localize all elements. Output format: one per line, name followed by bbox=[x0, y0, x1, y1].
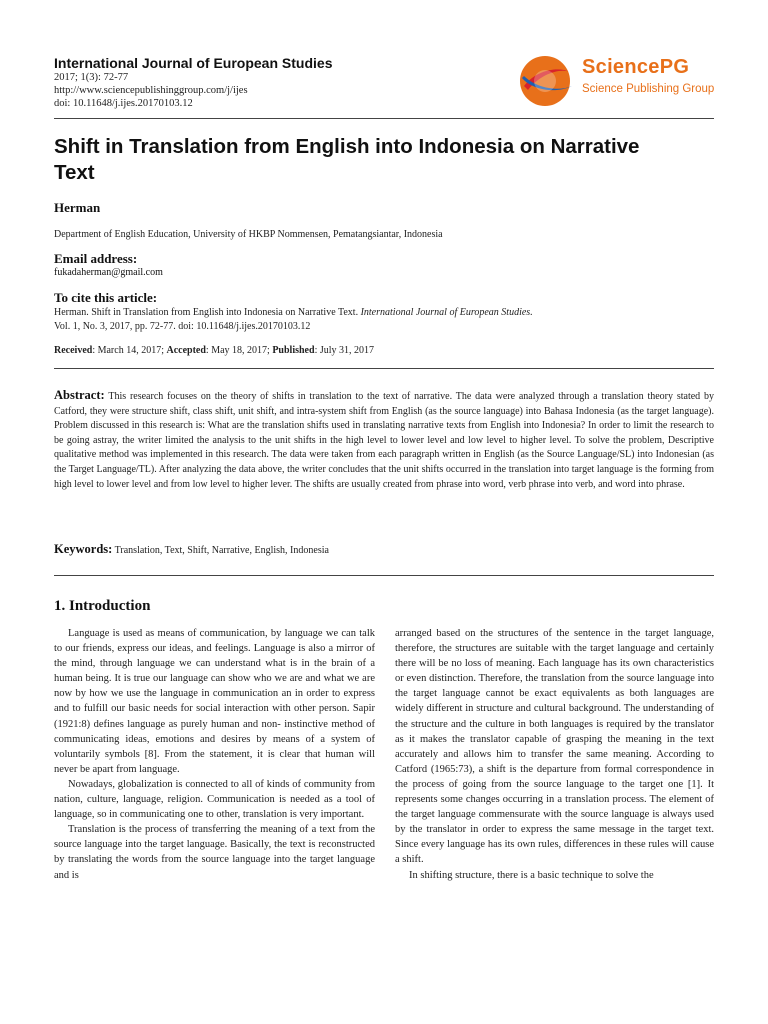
keywords-label: Keywords: bbox=[54, 542, 113, 556]
body-column-right bbox=[395, 626, 714, 883]
logo-wordmark: SciencePG bbox=[582, 56, 690, 78]
keywords-text: Translation, Text, Shift, Narrative, English, Indonesia bbox=[114, 545, 329, 556]
received-label: Received bbox=[54, 345, 93, 356]
cite-heading: To cite this article: bbox=[54, 290, 158, 305]
journal-doi: doi: 10.11648/j.ijes.20170103.12 bbox=[54, 98, 193, 109]
header-divider bbox=[54, 118, 714, 119]
keywords bbox=[54, 542, 714, 557]
citation bbox=[54, 306, 714, 334]
sciencepg-logo-icon bbox=[514, 52, 576, 110]
sciencepg-logo bbox=[514, 52, 724, 110]
paragraph: arranged based on the structures of the sentence in the target language, therefore, the structures are suitable with the target language and certainly there will be no loss of meaning. Each language has its own characteristics or even distinction. Therefore, the translation from the source language into the target language cannot be exact equivalents as both languages are widely different in structure and cultural background. The understanding of the structure and the culture in both languages is required by the translator as it makes the translator capable of grasping the meaning in the text accurately and allows him to transfer the same meaning. According to Catford (1965:73), a shift is the departure from formal correspondence in the process of going from the source language to the target one [1]. It represents some changes occurring in a translation process. The element of the target language commensurate with the source language is always used by the translator in order to express the same message in the target text. Since every language has its own rules, differences in these rules will cause a shift. bbox=[395, 628, 714, 866]
published-label: Published bbox=[272, 345, 315, 356]
body-column-left bbox=[54, 626, 375, 883]
journal-header bbox=[54, 55, 474, 110]
publication-dates bbox=[54, 345, 374, 356]
citation-journal: International Journal of European Studies. bbox=[360, 307, 533, 318]
journal-title: International Journal of European Studies bbox=[54, 55, 333, 71]
abstract-text: This research focuses on the theory of shifts in translation to the text of narrative. The data were analyzed through a translation theory stated by Catford, they were structure shift, class shift, unit shift, and intra-system shift from English (as the source language) into Bahasa Indonesia (as the target language). Problem discussed in this research is: What are the translation shifts used in translating narrative texts from English into Indonesia? In order to limit the research to be going astray, the writer limited the analysis to the unit shifts in the high level to lower level and low level to higher level. To solve the problem, Descriptive qualitative method was implemented in this research. The data were taken from each paragraph written in English (as the Source Language/SL) into Indonesian (as the Target Language/TL). After analyzing the data above, the writer concludes that the unit shifts occurred in the translation into target language is the forming from high level to lower level and from low level to higher lever. The shifts are usually created from phrase into word, verb phrase into verb, and word into phrase. bbox=[54, 391, 714, 490]
published-date: : July 31, 2017 bbox=[314, 345, 375, 356]
paper-title: Shift in Translation from English into Indonesia on Narrative Text bbox=[54, 135, 640, 184]
abstract-bottom-divider bbox=[54, 575, 714, 576]
paragraph: Language is used as means of communication, by language we can talk to our friends, express our ideas, and feelings. Language is also a mirror of the mind, through language we can understand what is in the brain of a human being. It is true our language can show who we are and what we are now by how we use the language in communication an in order to express and to fulfill our basic needs for social interaction with other person. Sapir (1921:8) defines language as purely human and non- instinctive method of communicating ideas, emotions and desires by means of a system of voluntarily symbols [8]. From the statement, it is clear that human will never be apart from language. bbox=[54, 628, 375, 775]
paragraph: Translation is the process of transferring the meaning of a text from the source language into the target language. Basically, the text is reconstructed by translating the words from the source language into the target language and is bbox=[54, 824, 375, 881]
logo-subtitle: Science Publishing Group bbox=[582, 83, 715, 95]
section-heading-introduction: 1. Introduction bbox=[54, 598, 151, 614]
received-date: : March 14, 2017; bbox=[92, 345, 167, 356]
email-heading: Email address: bbox=[54, 251, 138, 266]
abstract-label: Abstract: bbox=[54, 388, 105, 402]
accepted-date: : May 18, 2017; bbox=[205, 345, 273, 356]
abstract-top-divider bbox=[54, 368, 714, 369]
citation-volume: Vol. 1, No. 3, 2017, pp. 72-77. doi: 10.11648/j.ijes.20170103.12 bbox=[54, 321, 311, 332]
citation-plain: Herman. Shift in Translation from English into Indonesia on Narrative Text. bbox=[54, 307, 359, 318]
abstract bbox=[54, 388, 714, 492]
email-address[interactable]: fukadaherman@gmail.com bbox=[54, 267, 163, 278]
accepted-label: Accepted bbox=[166, 345, 206, 356]
paragraph: Nowadays, globalization is connected to all of kinds of community from nation, culture, language, religion. Communication is needed as a tool of language, so in communicating one to other, translation is very important. bbox=[54, 778, 375, 821]
author-name: Herman bbox=[54, 200, 101, 215]
journal-url[interactable]: http://www.sciencepublishinggroup.com/j/ijes bbox=[54, 85, 248, 96]
author-affiliation: Department of English Education, University of HKBP Nommensen, Pematangsiantar, Indonesia bbox=[54, 229, 443, 240]
paragraph: In shifting structure, there is a basic technique to solve the bbox=[409, 869, 654, 881]
journal-issue: 2017; 1(3): 72-77 bbox=[54, 72, 129, 83]
